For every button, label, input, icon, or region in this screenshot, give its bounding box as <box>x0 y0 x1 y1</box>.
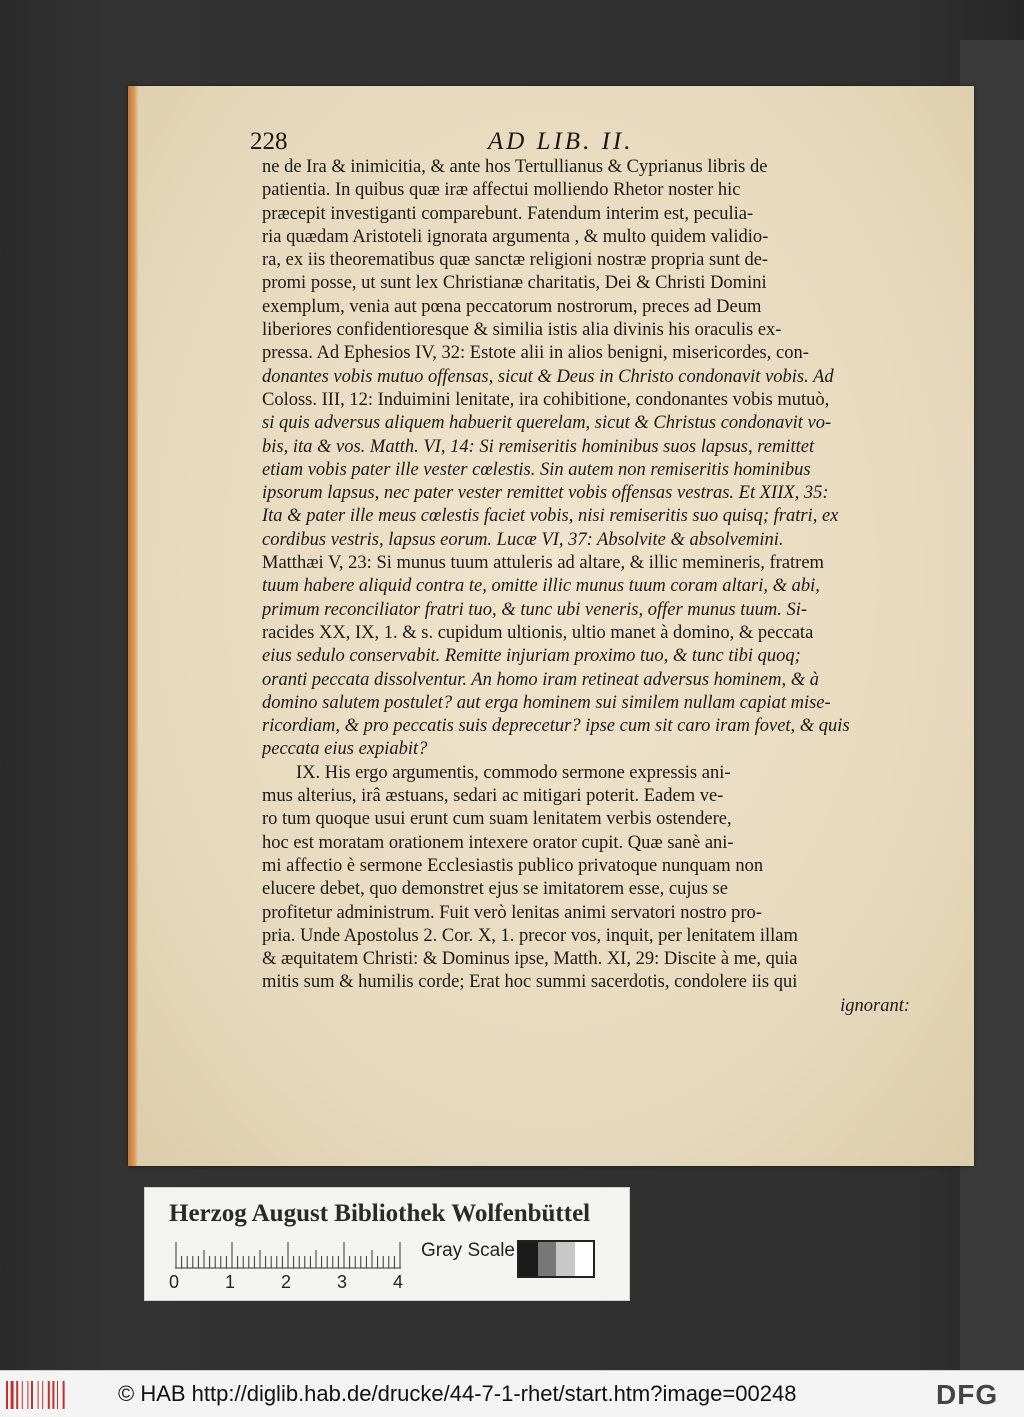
text-line: cordibus vestris, lapsus eorum. Lucæ VI, 37: Absolvite & absolvemini. <box>262 529 784 550</box>
copyright-url[interactable]: © HAB http://diglib.hab.de/drucke/44-7-1-rhet/start.htm?image=00248 <box>118 1381 797 1406</box>
barcode-bar <box>42 1381 43 1409</box>
text-line: patientia. In quibus quæ iræ affectui molliendo Rhetor noster hic <box>262 180 741 201</box>
barcode-bar <box>52 1381 54 1409</box>
text-line: ne de Ira & inimicitia, & ante hos Tertullianus & Cyprianus libris de <box>262 157 768 177</box>
text-line: ro tum quoque usui erunt cum suam lenitatem verbis ostendere, <box>262 809 732 830</box>
text-line: & æquitatem Christi: & Dominus ipse, Matth. XI, 29: Discite à me, quia <box>262 949 798 970</box>
text-line: hoc est moratam orationem intexere orator cupit. Quæ sanè ani- <box>262 832 734 853</box>
viewer-footer <box>0 1370 1024 1417</box>
barcode-bar <box>22 1381 23 1409</box>
page-header <box>250 128 870 156</box>
barcode-bar <box>57 1381 58 1409</box>
text-line: pria. Unde Apostolus 2. Cor. X, 1. precor vos, inquit, per lenitatem illam <box>262 925 798 946</box>
gray-swatch <box>556 1242 575 1276</box>
text-line: bis, ita & vos. Matth. VI, 14: Si remiseritis hominibus suos lapsus, remittet <box>262 436 815 457</box>
library-name: Herzog August Bibliothek Wolfenbüttel <box>169 1200 591 1227</box>
scale-ruler <box>175 1240 425 1270</box>
ruler-labels <box>169 1272 429 1294</box>
text-line: eius sedulo conservabit. Remitte injuriam proximo tuo, & tunc tibi quoq; <box>262 646 801 667</box>
gray-scale-swatches <box>517 1240 595 1278</box>
ruler-label: 3 <box>337 1272 348 1292</box>
barcode-bar <box>48 1381 50 1409</box>
ruler-label: 1 <box>225 1272 236 1292</box>
text-line: ignorant: <box>840 995 910 1016</box>
ruler-label: 2 <box>281 1272 292 1292</box>
barcode-bar <box>11 1381 14 1409</box>
text-line: ricordiam, & pro peccatis suis deprecetur? ipse cum sit caro iram fovet, & quis <box>262 716 850 737</box>
text-line: etiam vobis pater ille vester cœlestis. Sin autem non remiseritis hominibus <box>262 459 811 480</box>
text-line: ipsorum lapsus, nec pater vester remittet vobis offensas vestras. Et XIIX, 35: <box>262 483 829 504</box>
text-line: primum reconciliator fratri tuo, & tunc ubi veneris, offer munus tuum. Si- <box>262 599 808 620</box>
text-line: pressa. Ad Ephesios IV, 32: Estote alii in alios benigni, misericordes, con- <box>262 343 809 364</box>
ruler-label: 0 <box>169 1272 180 1292</box>
text-line: liberiores confidentioresque & similia istis alia divinis his oraculis ex- <box>262 320 782 341</box>
page-number: 228 <box>250 128 288 155</box>
text-line: si quis adversus aliquem habuerit querelam, sicut & Christus condonavit vo- <box>262 413 832 434</box>
text-line: peccata eius expiabit? <box>262 739 428 760</box>
barcode-logo-icon <box>6 1381 106 1409</box>
text-line: donantes vobis mutuo offensas, sicut & Deus in Christo condonavit vobis. Ad <box>262 366 834 387</box>
barcode-bar <box>63 1381 65 1409</box>
text-line: mi affectio è sermone Ecclesiastis publico privatoque nunquam non <box>262 855 764 876</box>
text-line: racides XX, IX, 1. & s. cupidum ultionis, ultio manet à domino, & peccata <box>262 622 814 643</box>
barcode-bar <box>38 1381 39 1409</box>
gray-scale-label: Gray Scale <box>421 1240 515 1261</box>
text-line: profitetur administrum. Fuit verò lenitas animi servatori nostro pro- <box>262 902 762 923</box>
text-line: Matthæi V, 23: Si munus tuum attuleris ad altare, & illic memineris, fratrem <box>262 553 824 574</box>
text-line: ria quædam Aristoteli ignorata argumenta , & multo quidem validio- <box>262 226 769 247</box>
text-line: Coloss. III, 12: Induimini lenitate, ira cohibitione, condonantes vobis mutuò, <box>262 389 830 410</box>
barcode-bar <box>31 1381 33 1409</box>
text-line: præcepit investiganti comparebunt. Fatendum interim est, peculia- <box>262 203 754 224</box>
text-line: Ita & pater ille meus cœlestis faciet vobis, nisi remiseritis suo quisq; fratri, ex <box>262 506 839 527</box>
text-line: domino salutem postulet? aut erga hominem sui similem nullam capiat mise- <box>262 692 831 713</box>
dfg-logo: DFG <box>936 1379 999 1410</box>
text-line: promi posse, ut sunt lex Christianæ charitatis, Dei & Christi Domini <box>262 273 767 294</box>
barcode-bar <box>16 1381 18 1409</box>
page-edge <box>128 86 138 1166</box>
library-color-card <box>144 1187 630 1301</box>
text-line: mus alterius, irâ æstuans, sedari ac mitigari poterit. Eadem ve- <box>262 786 724 807</box>
page-text <box>262 156 910 1018</box>
gray-swatch <box>575 1242 594 1276</box>
text-line: elucere debet, quo demonstret ejus se imitatorem esse, cujus se <box>262 879 728 900</box>
text-line: tuum habere aliquid contra te, omitte illic munus tuum coram altari, & abi, <box>262 576 820 597</box>
ruler-label: 4 <box>393 1272 404 1292</box>
text-line: exemplum, venia aut pœna peccatorum nostrorum, preces ad Deum <box>262 296 762 317</box>
text-line: ra, ex iis theorematibus quæ sanctæ religioni nostræ propria sunt de- <box>262 250 769 271</box>
text-line: IX. His ergo argumentis, commodo sermone expressis ani- <box>296 762 731 783</box>
gray-swatch <box>519 1242 538 1276</box>
text-line: mitis sum & humilis corde; Erat hoc summi sacerdotis, condolere iis qui <box>262 972 798 993</box>
running-head: AD LIB. II. <box>488 128 634 155</box>
barcode-bar <box>27 1381 28 1409</box>
gray-swatch <box>538 1242 557 1276</box>
barcode-bar <box>6 1381 8 1409</box>
text-line: oranti peccata dissolventur. An homo iram retineat adversus hominem, & à <box>262 669 820 690</box>
